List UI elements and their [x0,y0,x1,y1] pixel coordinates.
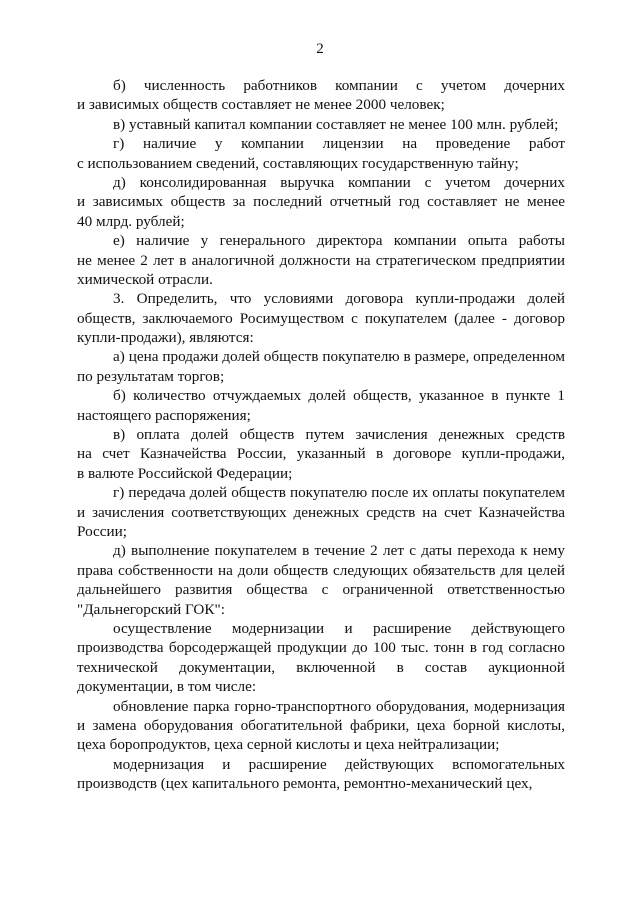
text-line: г) наличие у компании лицензии на проведение работ [113,135,565,153]
text-line: г) передача долей обществ покупателю после их оплаты покупателем [113,484,565,502]
text-line: в валюте Российской Федерации; [77,464,293,482]
text-line: обновление парка горно-транспортного оборудования, модернизация [113,697,565,715]
text-line: "Дальнегорский ГОК": [77,600,225,618]
text-line: настоящего распоряжения; [77,406,251,424]
paragraph [77,231,565,289]
text-line: по результатам торгов; [77,367,225,385]
text-line: осуществление модернизации и расширение действующего [113,619,565,637]
paragraph [77,755,565,794]
text-line: б) количество отчуждаемых долей обществ, указанное в пункте 1 [113,387,565,405]
text-line: химической отрасли. [77,270,213,288]
text-line: и зависимых обществ за последний отчетный год составляет не менее [77,193,565,211]
text-line: модернизация и расширение действующих вспомогательных [113,755,565,773]
text-line: обществ, заключаемого Росимуществом с покупателем (далее - договор [77,309,565,327]
text-line: технической документации, включенной в состав аукционной [77,658,565,676]
text-line: и замена оборудования обогатительной фабрики, цеха борной кислоты, [77,716,565,734]
paragraph [77,541,565,619]
paragraph [77,697,565,755]
text-line: цеха боропродуктов, цеха серной кислоты и цеха нейтрализации; [77,736,500,754]
paragraph [77,425,565,483]
text-line: в) оплата долей обществ путем зачисления денежных средств [113,426,565,444]
text-line: на счет Казначейства России, указанный в договоре купли-продажи, [77,445,565,463]
paragraph [77,115,565,134]
text-line: в) уставный капитал компании составляет не менее 100 млн. рублей; [113,115,559,133]
text-line: производства борсодержащей продукции до 100 тыс. тонн в год согласно [77,639,565,657]
paragraph [77,619,565,697]
paragraph [77,347,565,386]
paragraph [77,173,565,231]
text-line: России; [77,522,127,540]
text-line: не менее 2 лет в аналогичной должности на стратегическом предприятии [77,251,565,269]
text-line: б) численность работников компании с учетом дочерних [113,77,565,94]
paragraph [77,76,565,115]
text-line: а) цена продажи долей обществ покупателю в размере, определенном [113,348,565,366]
text-line: с использованием сведений, составляющих государственную тайну; [77,154,519,172]
paragraph [77,289,565,347]
document-body [77,76,565,793]
text-line: и зачисления соответствующих денежных средств на счет Казначейства [77,503,565,521]
text-line: дальнейшего развития общества с ограниченной ответственностью [77,581,565,599]
text-line: и зависимых обществ составляет не менее 2000 человек; [77,96,445,114]
text-line: купли-продажи), являются: [77,329,254,347]
paragraph [77,483,565,541]
text-line: 3. Определить, что условиями договора купли-продажи долей [113,290,565,308]
text-line: документации, в том числе: [77,678,257,696]
paragraph [77,386,565,425]
text-line: д) консолидированная выручка компании с учетом дочерних [113,173,565,191]
page-number: 2 [316,41,324,57]
text-line: 40 млрд. рублей; [77,212,185,230]
paragraph [77,134,565,173]
text-line: права собственности на доли обществ следующих обязательств для целей [77,561,565,579]
text-line: производств (цех капитального ремонта, ремонтно-механический цех, [77,775,533,793]
text-line: д) выполнение покупателем в течение 2 лет с даты перехода к нему [113,542,565,560]
text-line: е) наличие у генерального директора компании опыта работы [113,232,565,250]
